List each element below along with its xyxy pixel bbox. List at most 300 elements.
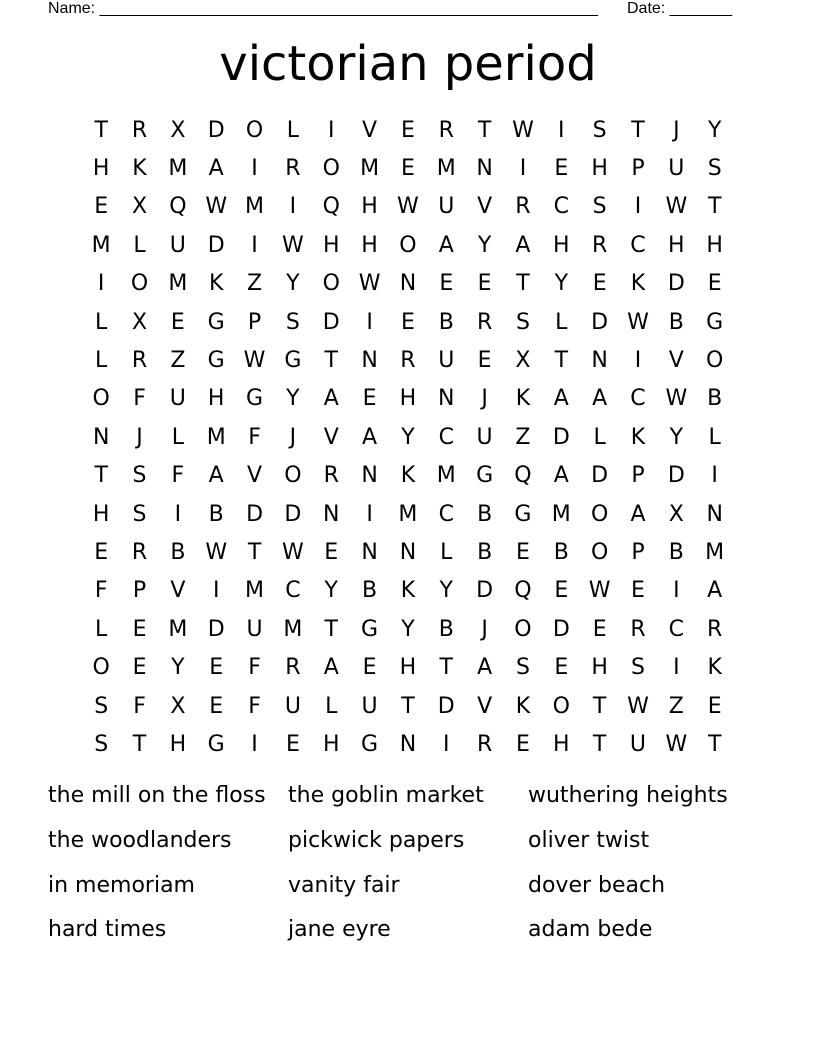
grid-letter: X [515, 348, 531, 374]
grid-letter: Y [477, 232, 492, 258]
grid-letter: S [515, 309, 530, 335]
grid-row [82, 725, 734, 763]
grid-letter: U [169, 386, 186, 412]
grid-letter: T [477, 117, 492, 143]
grid-letter: H [591, 655, 608, 681]
grid-letter: N [361, 463, 378, 489]
grid-letter: W [243, 348, 266, 374]
grid-letter: W [205, 194, 228, 220]
grid-letter: F [248, 693, 261, 719]
grid-letter: A [553, 463, 569, 489]
grid-letter: L [95, 309, 108, 335]
grid-letter: P [631, 539, 645, 565]
date-field-label: Date: _______ [627, 0, 732, 17]
grid-letter: T [247, 539, 262, 565]
grid-letter: P [631, 463, 645, 489]
grid-letter: K [630, 271, 646, 297]
grid-row [82, 610, 734, 648]
grid-letter: I [711, 463, 718, 489]
grid-letter: G [476, 463, 494, 489]
grid-letter: S [132, 463, 147, 489]
grid-letter: O [92, 386, 110, 412]
grid-letter: C [438, 501, 454, 527]
name-field-label: Name: ________________________________________________________ [48, 0, 598, 17]
grid-letter: W [665, 194, 688, 220]
grid-letter: A [630, 501, 646, 527]
grid-letter: H [322, 232, 340, 258]
grid-letter: R [476, 731, 493, 757]
grid-letter: U [668, 156, 685, 182]
grid-row [82, 418, 734, 456]
grid-letter: E [132, 655, 147, 681]
grid-letter: T [94, 117, 108, 143]
grid-letter: K [208, 271, 224, 297]
grid-letter: S [94, 731, 109, 757]
grid-row [82, 687, 734, 725]
grid-letter: O [322, 156, 340, 182]
grid-letter: B [208, 501, 224, 527]
grid-letter: G [361, 731, 379, 757]
grid-letter: Y [439, 578, 453, 604]
grid-letter: H [706, 232, 723, 258]
word-list-item: the goblin market [288, 783, 484, 808]
grid-letter: E [516, 731, 530, 757]
grid-letter: V [477, 693, 493, 719]
grid-letter: J [481, 616, 488, 642]
grid-letter: E [362, 655, 377, 681]
grid-letter: L [286, 117, 300, 143]
grid-letter: D [552, 424, 570, 450]
grid-letter: C [668, 616, 685, 642]
grid-row [82, 380, 734, 418]
grid-letter: N [92, 424, 110, 450]
grid-letter: E [94, 194, 109, 220]
grid-letter: S [707, 156, 722, 182]
grid-letter: N [706, 501, 723, 527]
grid-letter: E [209, 693, 224, 719]
grid-letter: R [476, 309, 493, 335]
grid-letter: V [170, 578, 186, 604]
grid-letter: E [209, 655, 224, 681]
grid-letter: W [358, 271, 381, 297]
grid-letter: N [591, 348, 608, 374]
grid-letter: I [97, 271, 105, 297]
grid-letter: E [400, 156, 415, 182]
grid-letter: Z [668, 693, 684, 719]
grid-letter: M [168, 616, 188, 642]
grid-letter: H [361, 232, 378, 258]
grid-row [82, 648, 734, 686]
grid-letter: E [554, 578, 569, 604]
grid-letter: K [400, 578, 416, 604]
grid-letter: R [323, 463, 339, 489]
grid-letter: R [131, 117, 148, 143]
grid-letter: G [284, 348, 302, 374]
grid-letter: E [170, 309, 185, 335]
grid-letter: B [477, 539, 493, 565]
grid-letter: U [246, 616, 263, 642]
grid-letter: Y [401, 616, 415, 642]
grid-letter: R [285, 156, 301, 182]
grid-letter: H [668, 232, 685, 258]
word-list [48, 778, 768, 957]
grid-letter: H [207, 386, 225, 412]
grid-letter: W [665, 386, 688, 412]
grid-letter: K [400, 463, 416, 489]
grid-letter: M [436, 463, 456, 489]
grid-letter: H [591, 156, 608, 182]
grid-letter: Q [322, 194, 340, 220]
grid-letter: W [665, 731, 688, 757]
word-search-grid [82, 111, 734, 764]
grid-letter: N [361, 539, 378, 565]
grid-letter: M [168, 156, 188, 182]
grid-letter: M [283, 616, 303, 642]
grid-letter: F [171, 463, 185, 489]
grid-letter: I [634, 348, 642, 374]
grid-letter: K [515, 693, 531, 719]
grid-letter: R [630, 616, 646, 642]
grid-letter: E [554, 655, 569, 681]
grid-letter: D [207, 117, 225, 143]
grid-letter: B [553, 539, 569, 565]
grid-letter: W [205, 539, 228, 565]
grid-letter: I [519, 156, 527, 182]
grid-letter: N [399, 731, 417, 757]
grid-letter: O [590, 501, 609, 527]
grid-letter: Z [515, 424, 531, 450]
grid-letter: R [285, 655, 301, 681]
grid-letter: N [361, 348, 378, 374]
grid-letter: H [553, 731, 570, 757]
grid-letter: O [399, 232, 417, 258]
grid-letter: H [399, 655, 417, 681]
grid-letter: L [440, 539, 453, 565]
grid-row [82, 226, 734, 264]
grid-letter: I [212, 578, 220, 604]
grid-letter: Y [401, 424, 415, 450]
grid-letter: I [251, 156, 258, 182]
word-list-item: the mill on the floss [48, 783, 266, 808]
grid-letter: Z [247, 271, 263, 297]
word-list-item: in memoriam [48, 872, 195, 898]
grid-letter: G [514, 501, 532, 527]
grid-letter: Z [170, 348, 186, 374]
grid-letter: D [284, 501, 302, 527]
grid-letter: S [592, 194, 607, 220]
grid-letter: D [437, 693, 455, 719]
grid-letter: G [361, 616, 379, 642]
grid-letter: R [131, 348, 148, 374]
grid-letter: E [324, 539, 339, 565]
grid-letter: H [169, 731, 187, 757]
grid-row [82, 572, 734, 610]
grid-letter: T [707, 731, 722, 757]
grid-letter: O [706, 348, 724, 374]
grid-letter: F [133, 386, 146, 412]
grid-letter: W [512, 117, 534, 143]
grid-letter: L [133, 232, 146, 258]
grid-letter: L [593, 424, 606, 450]
grid-row [82, 149, 734, 187]
grid-letter: L [708, 424, 721, 450]
grid-letter: U [169, 232, 186, 258]
grid-letter: W [282, 539, 304, 565]
grid-letter: C [553, 194, 569, 220]
grid-letter: F [133, 693, 146, 719]
grid-letter: C [630, 232, 646, 258]
grid-row [82, 495, 734, 533]
grid-letter: R [707, 616, 723, 642]
grid-letter: W [397, 194, 419, 220]
word-list-item: jane eyre [288, 917, 391, 943]
grid-letter: L [325, 693, 338, 719]
grid-letter: S [515, 655, 530, 681]
grid-letter: I [174, 501, 182, 527]
grid-letter: E [400, 309, 415, 335]
grid-letter: L [555, 309, 568, 335]
grid-letter: B [362, 578, 378, 604]
grid-letter: B [170, 539, 186, 565]
grid-letter: T [324, 348, 338, 374]
grid-letter: E [285, 731, 300, 757]
grid-letter: M [705, 539, 725, 565]
grid-letter: T [132, 731, 147, 757]
grid-letter: J [289, 424, 297, 450]
grid-letter: B [438, 309, 454, 335]
word-list-item: oliver twist [528, 827, 650, 853]
grid-row [82, 303, 734, 341]
grid-letter: U [361, 693, 378, 719]
grid-letter: D [246, 501, 264, 527]
grid-letter: Q [169, 194, 187, 220]
grid-row [82, 341, 734, 379]
grid-letter: E [132, 616, 147, 642]
grid-letter: M [245, 578, 265, 604]
grid-row [82, 188, 734, 226]
grid-letter: T [516, 271, 530, 297]
grid-letter: W [282, 232, 304, 258]
grid-letter: N [438, 386, 455, 412]
grid-letter: A [477, 655, 493, 681]
grid-letter: E [631, 578, 645, 604]
grid-letter: G [207, 348, 225, 374]
grid-letter: A [208, 156, 224, 182]
word-list-item: hard times [48, 917, 167, 943]
grid-letter: I [558, 117, 565, 143]
grid-letter: A [707, 578, 723, 604]
grid-letter: E [362, 386, 377, 412]
grid-letter: W [627, 693, 649, 719]
grid-letter: X [131, 309, 148, 335]
word-list-item: wuthering heights [528, 783, 728, 808]
grid-letter: M [436, 156, 456, 182]
grid-letter: N [323, 501, 340, 527]
grid-letter: A [323, 655, 339, 681]
grid-letter: W [588, 578, 611, 604]
grid-letter: I [634, 194, 642, 220]
grid-letter: R [400, 348, 416, 374]
grid-letter: U [438, 348, 455, 374]
grid-letter: A [323, 386, 339, 412]
grid-letter: I [443, 731, 450, 757]
grid-letter: R [515, 194, 531, 220]
grid-letter: O [590, 539, 609, 565]
grid-letter: O [552, 693, 570, 719]
grid-letter: U [476, 424, 493, 450]
grid-letter: V [668, 348, 684, 374]
grid-letter: O [514, 616, 532, 642]
grid-letter: S [94, 693, 109, 719]
grid-letter: K [515, 386, 531, 412]
grid-letter: V [477, 194, 493, 220]
grid-letter: F [248, 655, 261, 681]
grid-letter: D [667, 463, 685, 489]
grid-letter: G [246, 386, 264, 412]
grid-letter: A [515, 232, 531, 258]
grid-letter: K [630, 424, 646, 450]
grid-letter: M [245, 194, 265, 220]
grid-letter: E [707, 271, 722, 297]
grid-letter: O [92, 655, 110, 681]
grid-row [82, 457, 734, 495]
grid-letter: H [399, 386, 417, 412]
word-list-item: pickwick papers [288, 827, 465, 853]
grid-letter: X [170, 117, 186, 143]
grid-letter: C [438, 424, 454, 450]
grid-letter: Y [707, 117, 722, 143]
grid-letter: D [591, 463, 609, 489]
grid-letter: E [477, 271, 492, 297]
grid-letter: G [706, 309, 724, 335]
grid-letter: I [289, 194, 297, 220]
grid-letter: G [207, 309, 225, 335]
grid-letter: E [400, 117, 415, 143]
page-title: victorian period [219, 36, 597, 92]
grid-letter: A [553, 386, 569, 412]
grid-letter: N [399, 539, 417, 565]
word-list-item: vanity fair [288, 872, 400, 898]
grid-row [82, 265, 734, 303]
grid-letter: S [592, 117, 607, 143]
grid-letter: T [324, 616, 338, 642]
grid-letter: Y [324, 578, 338, 604]
grid-letter: V [247, 463, 263, 489]
grid-letter: O [245, 117, 264, 143]
grid-letter: H [92, 501, 110, 527]
grid-letter: Y [554, 271, 569, 297]
grid-letter: R [131, 539, 148, 565]
grid-letter: D [207, 616, 225, 642]
grid-letter: T [631, 117, 645, 143]
grid-letter: A [208, 463, 224, 489]
grid-letter: E [592, 616, 607, 642]
grid-letter: F [94, 578, 108, 604]
grid-letter: X [668, 501, 684, 527]
grid-letter: L [95, 348, 108, 374]
grid-letter: Y [286, 386, 300, 412]
grid-letter: W [627, 309, 649, 335]
grid-letter: R [591, 232, 608, 258]
grid-letter: N [399, 271, 417, 297]
grid-letter: S [132, 501, 147, 527]
grid-letter: D [552, 616, 570, 642]
grid-letter: U [438, 194, 455, 220]
grid-letter: J [481, 386, 488, 412]
grid-letter: D [207, 232, 225, 258]
grid-letter: E [477, 348, 492, 374]
grid-letter: F [248, 424, 261, 450]
grid-letter: J [136, 424, 143, 450]
grid-row [82, 111, 734, 149]
grid-letter: O [130, 271, 149, 297]
grid-letter: D [667, 271, 685, 297]
word-list-item: adam bede [528, 917, 653, 943]
grid-letter: H [361, 194, 378, 220]
grid-letter: U [284, 693, 301, 719]
grid-letter: Y [286, 271, 300, 297]
grid-letter: I [673, 655, 680, 681]
grid-letter: A [592, 386, 608, 412]
grid-letter: E [592, 271, 607, 297]
grid-letter: C [630, 386, 646, 412]
grid-letter: H [322, 731, 340, 757]
grid-letter: M [398, 501, 418, 527]
grid-letter: I [366, 501, 373, 527]
grid-letter: G [207, 731, 225, 757]
grid-letter: I [327, 117, 335, 143]
grid-letter: H [92, 156, 110, 182]
word-list-item: the woodlanders [48, 827, 232, 853]
grid-letter: J [673, 117, 680, 143]
grid-letter: E [439, 271, 454, 297]
grid-letter: U [629, 731, 647, 757]
grid-letter: I [673, 578, 680, 604]
grid-letter: E [516, 539, 530, 565]
grid-letter: A [438, 232, 454, 258]
word-list-item: dover beach [528, 872, 666, 898]
grid-letter: E [94, 539, 109, 565]
grid-letter: M [91, 232, 111, 258]
grid-letter: M [551, 501, 571, 527]
grid-letter: Y [669, 424, 684, 450]
grid-row [82, 533, 734, 571]
grid-letter: M [168, 271, 188, 297]
grid-letter: D [322, 309, 340, 335]
grid-letter: B [668, 309, 684, 335]
grid-letter: D [591, 309, 609, 335]
grid-letter: T [707, 194, 722, 220]
grid-letter: I [251, 731, 258, 757]
grid-letter: B [438, 616, 454, 642]
grid-letter: Y [171, 655, 185, 681]
grid-letter: X [131, 194, 148, 220]
grid-letter: K [707, 655, 722, 681]
grid-letter: Q [514, 578, 532, 604]
grid-letter: M [206, 424, 226, 450]
grid-letter: Q [514, 463, 532, 489]
grid-letter: P [631, 156, 645, 182]
grid-letter: C [285, 578, 301, 604]
grid-letter: T [592, 693, 607, 719]
grid-letter: V [362, 117, 378, 143]
grid-letter: T [94, 463, 108, 489]
grid-letter: D [476, 578, 494, 604]
grid-letter: E [554, 156, 569, 182]
grid-letter: O [284, 463, 302, 489]
grid-letter: B [477, 501, 493, 527]
grid-letter: X [170, 693, 186, 719]
